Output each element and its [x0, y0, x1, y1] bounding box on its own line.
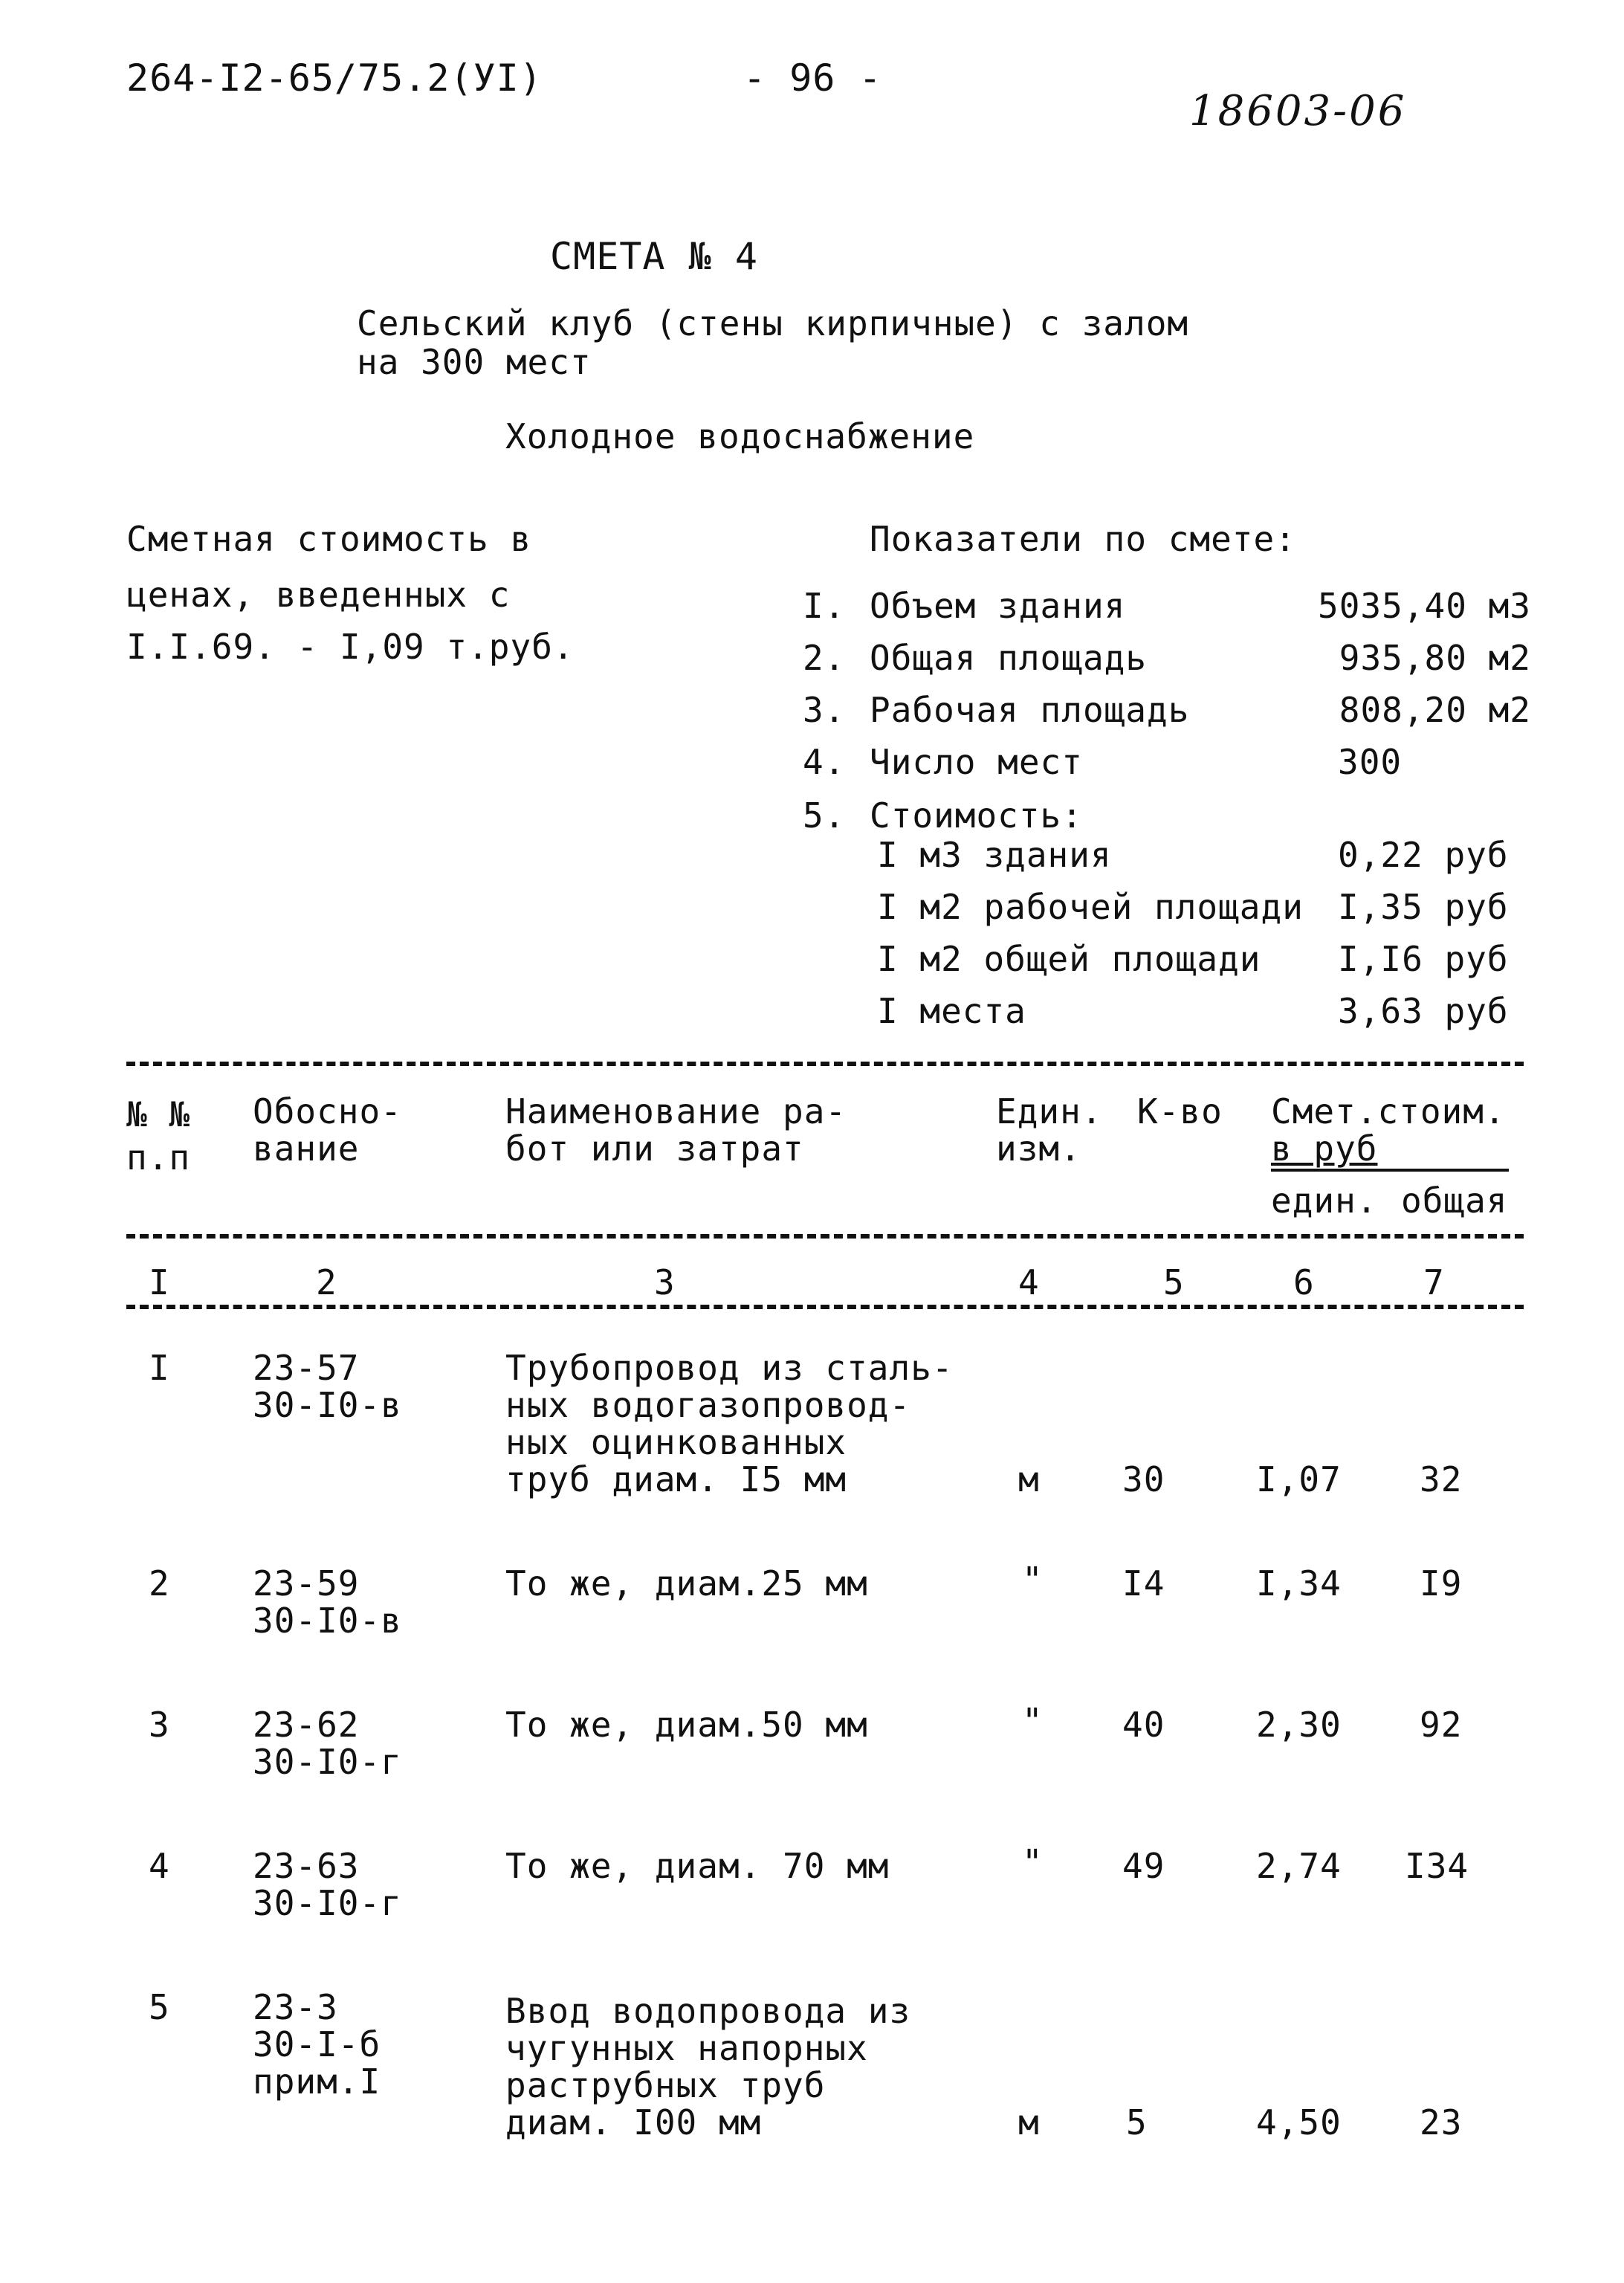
indicators-heading: Показатели по смете:	[870, 519, 1296, 559]
row-number: 4	[149, 1846, 170, 1886]
row-total-cost: 23	[1420, 2102, 1463, 2142]
row-quantity: 49	[1122, 1846, 1165, 1886]
column-number: 6	[1293, 1262, 1315, 1302]
row-total-cost: I34	[1405, 1846, 1469, 1886]
column-header-number: № № п.п	[126, 1094, 191, 1178]
column-header-cost-unit: в руб	[1271, 1128, 1378, 1169]
indicator-number: 2.	[803, 638, 846, 678]
row-unit: "	[1022, 1560, 1044, 1600]
indicator-value: 935,80 м2	[1339, 638, 1531, 678]
cost-line2: ценах, введенных с	[126, 575, 511, 615]
row-name: То же, диам.25 мм	[505, 1563, 868, 1604]
row-unit-cost: 2,74	[1256, 1846, 1342, 1886]
unit-cost-label: I м2 общей площади	[877, 939, 1261, 979]
row-total-cost: I9	[1420, 1563, 1463, 1604]
indicator-label: Рабочая площадь	[870, 690, 1190, 730]
unit-cost-label: I м3 здания	[877, 835, 1112, 875]
row-unit: "	[1022, 1842, 1044, 1882]
row-unit-cost: I,34	[1256, 1563, 1342, 1604]
handwritten-number: 18603-06	[1189, 87, 1407, 135]
row-name: Трубопровод из сталь- ных водогазопровод- ных оцинкованных труб диам. I5 мм	[505, 1348, 954, 1499]
section-title: Холодное водоснабжение	[505, 416, 975, 456]
estimate-heading: СМЕТА № 4	[550, 235, 758, 278]
column-number: 3	[654, 1262, 676, 1302]
indicator-label: Объем здания	[870, 586, 1126, 626]
row-quantity: 5	[1126, 2102, 1148, 2142]
dashed-divider	[126, 1062, 1524, 1066]
column-header-unit-cost: един.	[1271, 1181, 1378, 1221]
row-number: 3	[149, 1705, 170, 1745]
unit-cost-value: I,I6 руб	[1338, 939, 1509, 979]
row-basis: 23-59 30-I0-в	[253, 1563, 402, 1641]
cost-line1: Сметная стоимость в	[126, 519, 532, 559]
column-number: 5	[1163, 1262, 1185, 1302]
indicator-label: Число мест	[870, 742, 1083, 782]
indicator-value: 808,20 м2	[1339, 690, 1531, 730]
column-header-unit: Един. изм.	[996, 1091, 1103, 1169]
row-basis: 23-3 30-I-б прим.I	[253, 1987, 381, 2102]
column-header-total-cost: общая	[1401, 1181, 1508, 1221]
row-quantity: 30	[1122, 1459, 1165, 1499]
header-underline	[1271, 1169, 1509, 1172]
column-header-quantity: К-во	[1137, 1091, 1223, 1131]
document-code: 264-I2-65/75.2(УI)	[126, 56, 543, 100]
unit-cost-label: I места	[877, 991, 1026, 1031]
row-unit-cost: 2,30	[1256, 1705, 1342, 1745]
row-quantity: I4	[1122, 1563, 1165, 1604]
unit-cost-label: I м2 рабочей площади	[877, 887, 1304, 927]
row-unit-cost: I,07	[1256, 1459, 1342, 1499]
row-name: То же, диам. 70 мм	[505, 1846, 890, 1886]
row-unit-cost: 4,50	[1256, 2102, 1342, 2142]
column-header-basis: Обосно- вание	[253, 1091, 402, 1169]
object-name-line2: на 300 мест	[357, 342, 592, 382]
dashed-divider	[126, 1234, 1524, 1239]
row-basis: 23-62 30-I0-г	[253, 1705, 402, 1782]
object-name-line1: Сельский клуб (стены кирпичные) с залом	[357, 303, 1189, 343]
cost-line3: I.I.69. - I,09 т.руб.	[126, 627, 575, 667]
dashed-divider	[126, 1305, 1524, 1309]
page-number: - 96 -	[743, 56, 882, 100]
indicator-value: 5035,40 м3	[1318, 586, 1531, 626]
unit-cost-value: 0,22 руб	[1338, 835, 1509, 875]
indicator-number: 3.	[803, 690, 846, 730]
column-header-name: Наименование ра- бот или затрат	[505, 1091, 847, 1169]
row-basis: 23-57 30-I0-в	[253, 1348, 402, 1425]
row-unit: "	[1022, 1701, 1044, 1741]
row-number: 2	[149, 1563, 170, 1604]
column-number: 4	[1018, 1262, 1040, 1302]
column-header-cost: Смет.стоим.	[1271, 1091, 1506, 1131]
row-quantity: 40	[1122, 1705, 1165, 1745]
row-basis: 23-63 30-I0-г	[253, 1846, 402, 1923]
indicator-number: 5.	[803, 795, 846, 836]
unit-cost-value: I,35 руб	[1338, 887, 1509, 927]
row-number: I	[149, 1348, 170, 1388]
column-number: I	[149, 1262, 170, 1302]
column-number: 7	[1423, 1262, 1445, 1302]
row-total-cost: 32	[1420, 1459, 1463, 1499]
indicator-number: 4.	[803, 742, 846, 782]
row-name: То же, диам.50 мм	[505, 1705, 868, 1745]
indicator-label: Стоимость:	[870, 795, 1083, 836]
row-unit: м	[1018, 2102, 1040, 2142]
unit-cost-value: 3,63 руб	[1338, 991, 1509, 1031]
row-unit: м	[1018, 1459, 1040, 1499]
row-total-cost: 92	[1420, 1705, 1463, 1745]
indicator-label: Общая площадь	[870, 638, 1148, 678]
row-name: Ввод водопровода из чугунных напорных раструбных труб диам. I00 мм	[505, 1991, 911, 2142]
row-number: 5	[149, 1987, 170, 2027]
column-number: 2	[316, 1262, 337, 1302]
indicator-value: 300	[1338, 742, 1403, 782]
indicator-number: I.	[803, 586, 846, 626]
